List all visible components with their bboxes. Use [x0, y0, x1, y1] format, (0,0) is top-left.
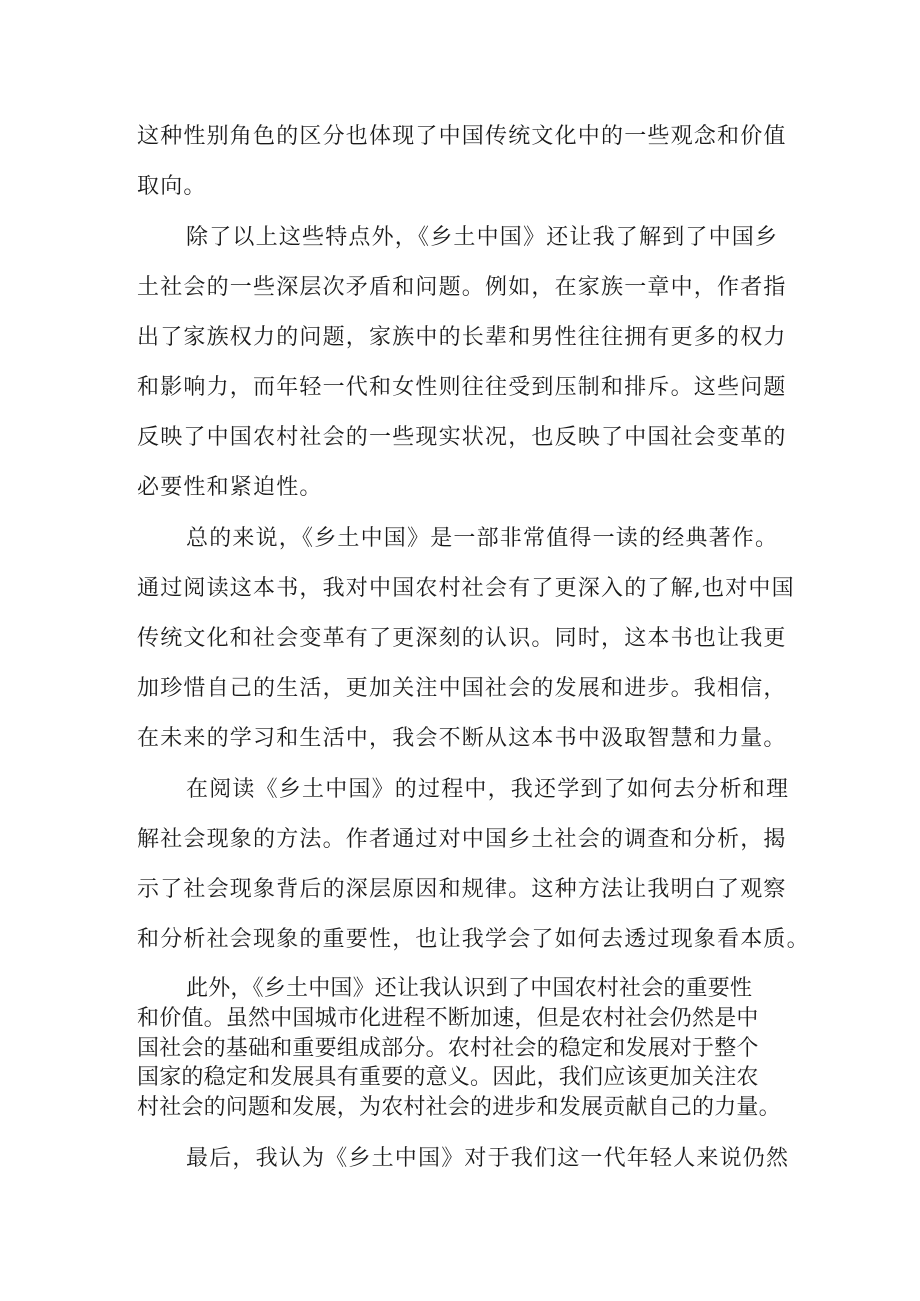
paragraph-first-line: 除了以上这些特点外，《乡土中国》还让我了解到了中国乡 — [186, 225, 779, 250]
paragraph-first-line: 最后，我认为《乡土中国》对于我们这一代年轻人来说仍然 — [186, 1146, 790, 1171]
paragraph-first-line: 此外，《乡土中国》还让我认识到了中国农村社会的重要性 — [186, 976, 753, 1001]
text-line: 土社会的一些深层次矛盾和问题。例如，在家族一章中，作者指 — [137, 275, 787, 300]
text-line: 示了社会现象背后的深层原因和规律。这种方法让我明白了观察 — [137, 877, 787, 902]
text-line: 通过阅读这本书，我对中国农村社会有了更深入的了解,也对中国 — [137, 576, 795, 601]
text-line: 在未来的学习和生活中，我会不断从这本书中汲取智慧和力量。 — [137, 726, 787, 751]
text-line: 和影响力，而年轻一代和女性则往往受到压制和排斥。这些问题 — [137, 375, 787, 400]
paragraph-first-line: 总的来说，《乡土中国》是一部非常值得一读的经典著作。 — [186, 526, 779, 551]
text-line: 出了家族权力的问题，家族中的长辈和男性往往拥有更多的权力 — [137, 325, 787, 350]
text-line: 这种性别角色的区分也体现了中国传统文化中的一些观念和价值 — [137, 124, 787, 149]
text-line: 村社会的问题和发展，为农村社会的进步和发展贡献自己的力量。 — [137, 1095, 781, 1120]
text-line: 必要性和紧迫性。 — [137, 475, 323, 500]
text-line: 国社会的基础和重要组成部分。农村社会的稳定和发展对于整个 — [137, 1036, 759, 1061]
text-line: 和分析社会现象的重要性，也让我学会了如何去透过现象看本质。 — [137, 927, 810, 952]
text-line: 传统文化和社会变革有了更深刻的认识。同时，这本书也让我更 — [137, 626, 787, 651]
text-line: 取向。 — [137, 174, 207, 199]
text-line: 和价值。虽然中国城市化进程不断加速，但是农村社会仍然是中 — [137, 1006, 759, 1031]
text-line: 解社会现象的方法。作者通过对中国乡土社会的调查和分析，揭 — [137, 827, 787, 852]
text-line: 反映了中国农村社会的一些现实状况，也反映了中国社会变革的 — [137, 425, 787, 450]
text-line: 加珍惜自己的生活，更加关注中国社会的发展和进步。我相信， — [137, 676, 787, 701]
paragraph-first-line: 在阅读《乡土中国》的过程中，我还学到了如何去分析和理 — [186, 777, 790, 802]
text-line: 国家的稳定和发展具有重要的意义。因此，我们应该更加关注农 — [137, 1065, 759, 1090]
